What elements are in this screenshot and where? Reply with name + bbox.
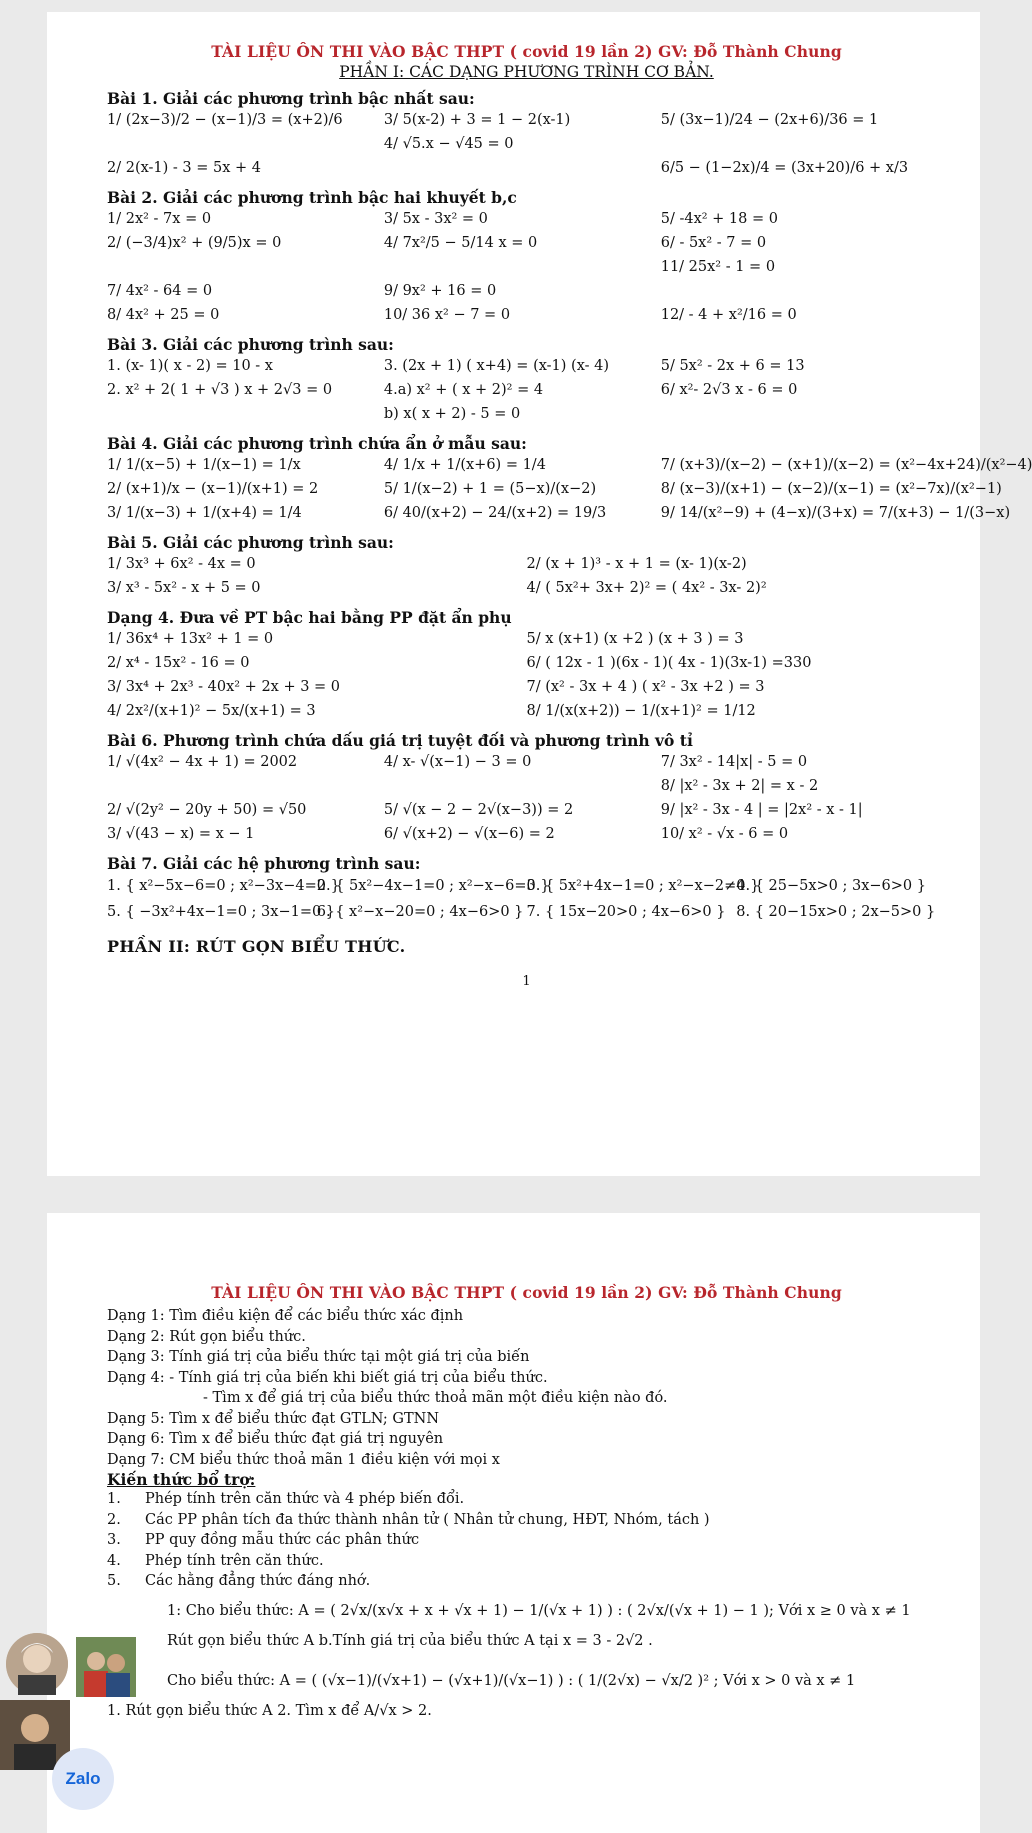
equation-item: 6/ ( 12x - 1 )(6x - 1)( 4x - 1)(3x-1) =330 <box>526 655 812 671</box>
equation-item: 2/ 2(x-1) - 3 = 5x + 4 <box>107 160 262 176</box>
equation-item <box>661 132 946 156</box>
dang-line: Dạng 5: Tìm x để biểu thức đạt GTLN; GTNN <box>107 1410 440 1427</box>
section-title: Bài 7. Giải các hệ phương trình sau: <box>107 854 421 873</box>
equation-item: 1/ 36x⁴ + 13x² + 1 = 0 <box>107 631 274 647</box>
section-title: Dạng 4. Đưa về PT bậc hai bằng PP đặt ẩn phụ <box>107 608 512 627</box>
equation-item: 6/ - 5x² - 7 = 0 <box>660 235 767 251</box>
equation-item: 4/ 7x²/5 − 5/14 x = 0 <box>383 235 538 251</box>
kien-thuc-item <box>107 1530 946 1551</box>
equation-item: 5/ √(x − 2 − 2√(x−3)) = 2 <box>383 802 574 818</box>
equation-item: 7/ 4x² - 64 = 0 <box>107 283 213 299</box>
equation-item: 6/ √(x+2) − √(x−6) = 2 <box>383 826 555 842</box>
zalo-chat-button[interactable] <box>52 1748 114 1810</box>
equation-item: 2/ √(2y² − 20y + 50) = √50 <box>107 802 307 818</box>
equation-item: 3/ x³ - 5x² - x + 5 = 0 <box>107 580 261 596</box>
equation-item: 6. { x²−x−20=0 ; 4x−6>0 } <box>316 904 524 920</box>
equation-item: 1/ 2x² - 7x = 0 <box>107 211 212 227</box>
dang-line: Dạng 1: Tìm điều kiện để các biểu thức xác định <box>107 1308 464 1324</box>
kien-thuc-item <box>107 1489 946 1510</box>
exercise-line: Rút gọn biểu thức A b.Tính giá trị của biểu thức A tại x = 3 - 2√2 . <box>167 1632 653 1649</box>
equation-item: 4/ √5.x − √45 = 0 <box>383 136 514 152</box>
equation-item: 6/5 − (1−2x)/4 = (3x+20)/6 + x/3 <box>660 160 909 176</box>
equation-grid <box>107 108 946 180</box>
equation-item: 3/ 1/(x−3) + 1/(x+4) = 1/4 <box>107 505 302 521</box>
section-title: Bài 3. Giải các phương trình sau: <box>107 335 394 354</box>
kt-text: Các hằng đẳng thức đáng nhớ. <box>145 1573 371 1589</box>
equation-item <box>384 255 661 279</box>
equation-item: 7. { 15x−20>0 ; 4x−6>0 } <box>526 904 726 920</box>
equation-grid <box>107 354 946 426</box>
section-title: Bài 1. Giải các phương trình bậc nhất sau: <box>107 89 475 108</box>
equation-item: 8/ |x² - 3x + 2| = x - 2 <box>660 778 819 794</box>
equation-item: 2. { 5x²−4x−1=0 ; x²−x−6=0 } <box>316 878 550 894</box>
part-title: PHẦN I: CÁC DẠNG PHƯƠNG TRÌNH CƠ BẢN. <box>339 63 714 81</box>
kien-thuc-list <box>107 1489 946 1592</box>
kt-number: 1. <box>107 1491 121 1507</box>
equation-item: 6/ 40/(x+2) − 24/(x+2) = 19/3 <box>383 505 607 521</box>
equation-item <box>384 774 661 798</box>
equation-item: 3/ 5x - 3x² = 0 <box>383 211 488 227</box>
chat-head-avatar[interactable] <box>6 1633 68 1695</box>
equation-item: 3/ 3x⁴ + 2x³ - 40x² + 2x + 3 = 0 <box>107 679 341 695</box>
equation-item: 4/ 2x²/(x+1)² − 5x/(x+1) = 3 <box>107 703 316 719</box>
equation-item: 3/ √(43 − x) = x − 1 <box>107 826 255 842</box>
equation-item: 3/ 5(x-2) + 3 = 1 − 2(x-1) <box>383 112 571 128</box>
dang-line: Dạng 3: Tính giá trị của biểu thức tại một giá trị của biến <box>107 1349 530 1365</box>
document-page-1 <box>47 12 1032 1176</box>
equation-item: 1. { x²−5x−6=0 ; x²−3x−4=0 } <box>107 878 340 894</box>
exercise-line: Cho biểu thức: A = ( (√x−1)/(√x+1) − (√x+1)/(√x−1) ) : ( 1/(2√x) − √x/2 )² ; Với x > 0 và x ≠ 1 <box>167 1672 856 1689</box>
equation-item: 1/ (2x−3)/2 − (x−1)/3 = (x+2)/6 <box>107 112 343 128</box>
kien-thuc-item <box>107 1571 946 1592</box>
equation-item: 8/ 4x² + 25 = 0 <box>107 307 220 323</box>
equation-item: 4. { 25−5x>0 ; 3x−6>0 } <box>736 878 926 894</box>
equation-item: 4/ 1/x + 1/(x+6) = 1/4 <box>383 457 546 473</box>
equation-item: 2/ x⁴ - 15x² - 16 = 0 <box>107 655 250 671</box>
equation-grid <box>107 873 946 925</box>
doc-header: TÀI LIỆU ÔN THI VÀO BẬC THPT ( covid 19 lần 2) GV: Đỗ Thành Chung <box>211 1283 842 1302</box>
dang-line: Dạng 6: Tìm x để biểu thức đạt giá trị nguyên <box>107 1431 444 1447</box>
doc-header: TÀI LIỆU ÔN THI VÀO BẬC THPT ( covid 19 lần 2) GV: Đỗ Thành Chung <box>211 42 842 61</box>
equation-item: 10/ x² - √x - 6 = 0 <box>660 826 789 842</box>
kt-number: 4. <box>107 1552 121 1569</box>
equation-item: 9/ 9x² + 16 = 0 <box>383 283 497 299</box>
equation-item: 5/ (3x−1)/24 − (2x+6)/36 = 1 <box>660 112 879 128</box>
equation-grid <box>107 207 946 327</box>
equation-grid <box>107 627 946 723</box>
kt-number: 3. <box>107 1532 121 1548</box>
equation-item: 5/ x (x+1) (x +2 ) (x + 3 ) = 3 <box>526 631 744 647</box>
kien-thuc-item <box>107 1510 946 1531</box>
equation-item: 2. x² + 2( 1 + √3 ) x + 2√3 = 0 <box>107 382 333 398</box>
equation-item: 6/ x²- 2√3 x - 6 = 0 <box>660 382 798 398</box>
equation-item: 10/ 36 x² − 7 = 0 <box>383 307 511 323</box>
exercise-line: 1: Cho biểu thức: A = ( 2√x/(x√x + x + √x + 1) − 1/(√x + 1) ) : ( 2√x/(√x + 1) − 1 ); Với x ≥ 0 và x ≠ 1 <box>167 1602 911 1619</box>
exercise-line: 1. Rút gọn biểu thức A 2. Tìm x để A/√x > 2. <box>107 1702 432 1719</box>
dang-list <box>107 1306 946 1470</box>
dang-line: Dạng 2: Rút gọn biểu thức. <box>107 1328 306 1345</box>
equation-item: 5/ 1/(x−2) + 1 = (5−x)/(x−2) <box>383 481 597 497</box>
equation-item: 8/ (x−3)/(x+1) − (x−2)/(x−1) = (x²−7x)/(x²−1) <box>660 481 1002 497</box>
kien-thuc-title: Kiến thức bổ trợ: <box>107 1470 256 1489</box>
equation-item: 1. (x- 1)( x - 2) = 10 - x <box>107 358 273 374</box>
equation-item: 9/ |x² - 3x - 4 | = |2x² - x - 1| <box>660 802 863 818</box>
equation-item <box>107 402 384 426</box>
kt-number: 5. <box>107 1573 121 1589</box>
equation-item: 9/ 14/(x²−9) + (4−x)/(3+x) = 7/(x+3) − 1/(3−x) <box>660 505 1011 521</box>
equation-item <box>107 255 384 279</box>
kt-number: 2. <box>107 1511 121 1528</box>
equation-item: 12/ - 4 + x²/16 = 0 <box>660 307 797 323</box>
equation-item: 5. { −3x²+4x−1=0 ; 3x−1=0 } <box>107 904 336 920</box>
equation-item: 8. { 20−15x>0 ; 2x−5>0 } <box>736 904 936 920</box>
equation-item: 4.a) x² + ( x + 2)² = 4 <box>383 382 544 398</box>
equation-item: 11/ 25x² - 1 = 0 <box>660 259 776 275</box>
document-page-2 <box>47 1213 980 1833</box>
equation-item: 2/ (x+1)/x − (x−1)/(x+1) = 2 <box>107 481 319 497</box>
zalo-logo-text: Zalo <box>65 1769 101 1788</box>
equation-item: 7/ (x² - 3x + 4 ) ( x² - 3x +2 ) = 3 <box>526 679 765 695</box>
sections-container <box>107 89 1032 925</box>
equation-item: b) x( x + 2) - 5 = 0 <box>383 406 521 422</box>
person-icon <box>6 1633 68 1695</box>
dang-line: Dạng 7: CM biểu thức thoả mãn 1 điều kiện với mọi x <box>107 1451 500 1468</box>
equation-item: 2/ (x + 1)³ - x + 1 = (x- 1)(x-2) <box>526 556 747 572</box>
equation-grid <box>107 453 1032 525</box>
equation-item: 7/ (x+3)/(x−2) − (x+1)/(x−2) = (x²−4x+24)/(x²−4) <box>660 457 1032 473</box>
section-title: Bài 2. Giải các phương trình bậc hai khuyết b,c <box>107 188 517 207</box>
equation-item: 3. { 5x²+4x−1=0 ; x²−x−2≠0 } <box>526 878 760 894</box>
kien-thuc-item <box>107 1551 946 1572</box>
section-title: Bài 6. Phương trình chứa dấu giá trị tuyệt đối và phương trình vô tỉ <box>107 731 693 750</box>
equation-item: 2/ (−3/4)x² + (9/5)x = 0 <box>107 235 282 251</box>
kt-text: Phép tính trên căn thức và 4 phép biến đổi. <box>145 1491 465 1507</box>
equation-item: 8/ 1/(x(x+2)) − 1/(x+1)² = 1/12 <box>526 703 756 719</box>
equation-item: 1/ 1/(x−5) + 1/(x−1) = 1/x <box>107 457 301 473</box>
section-title: Bài 4. Giải các phương trình chứa ẩn ở mẫu sau: <box>107 434 527 453</box>
equation-item <box>384 156 661 180</box>
equation-item <box>107 774 384 798</box>
equation-item <box>661 402 946 426</box>
equation-grid <box>107 552 946 600</box>
equation-item: 1/ 3x³ + 6x² - 4x = 0 <box>107 556 256 572</box>
equation-item: 1/ √(4x² − 4x + 1) = 2002 <box>107 754 298 770</box>
page-number: 1 <box>522 974 531 989</box>
kt-text: PP quy đồng mẫu thức các phân thức <box>145 1532 420 1548</box>
chat-head-avatar[interactable] <box>76 1637 136 1697</box>
equation-item: 3. (2x + 1) ( x+4) = (x-1) (x- 4) <box>383 358 610 374</box>
equation-item <box>661 279 946 303</box>
dang-line: Dạng 4: - Tính giá trị của biến khi biết giá trị của biểu thức. <box>107 1369 548 1386</box>
equation-item <box>107 132 384 156</box>
equation-item: 5/ 5x² - 2x + 6 = 13 <box>660 358 805 374</box>
equation-item: 7/ 3x² - 14|x| - 5 = 0 <box>660 754 808 770</box>
kt-text: Phép tính trên căn thức. <box>145 1552 324 1569</box>
equation-grid <box>107 750 946 846</box>
dang-line: - Tìm x để giá trị của biểu thức thoả mãn một điều kiện nào đó. <box>203 1390 668 1406</box>
part2-title: PHẦN II: RÚT GỌN BIỂU THỨC. <box>107 937 406 956</box>
section-title: Bài 5. Giải các phương trình sau: <box>107 533 394 552</box>
equation-item: 4/ x- √(x−1) − 3 = 0 <box>383 754 532 770</box>
equation-item: 5/ -4x² + 18 = 0 <box>660 211 778 227</box>
equation-item: 4/ ( 5x²+ 3x+ 2)² = ( 4x² - 3x- 2)² <box>526 580 767 596</box>
group-photo-icon <box>76 1637 136 1697</box>
kt-text: Các PP phân tích đa thức thành nhân tử ( Nhân tử chung, HĐT, Nhóm, tách ) <box>145 1511 710 1528</box>
